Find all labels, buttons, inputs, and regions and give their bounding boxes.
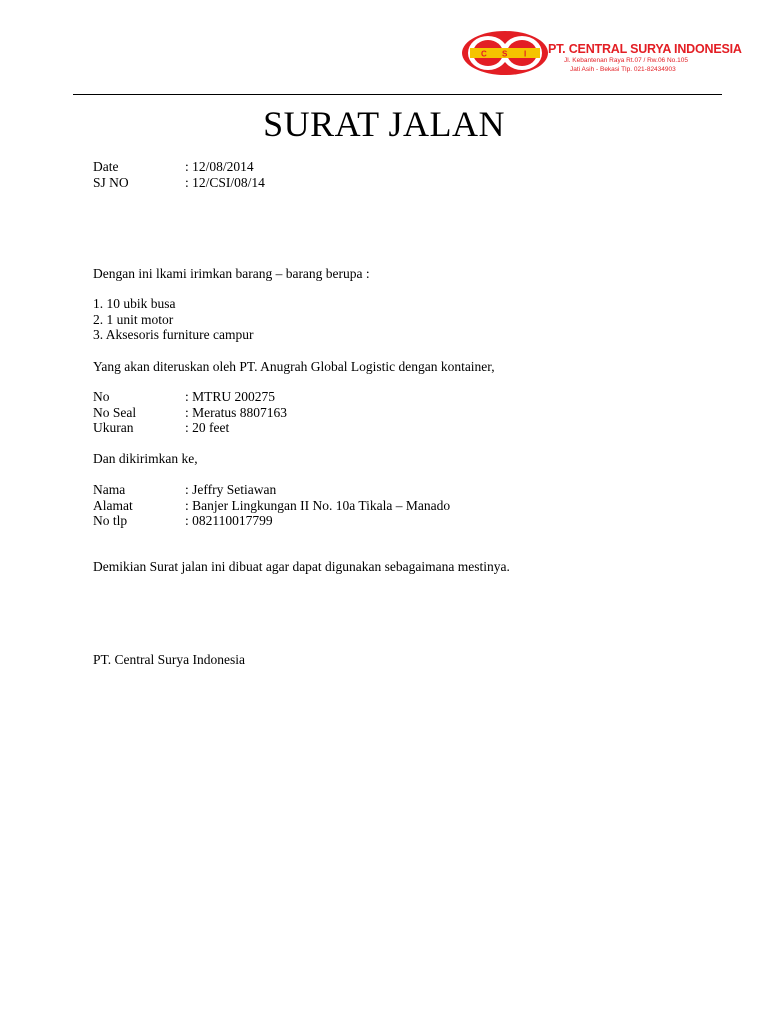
field-row-no bbox=[93, 389, 287, 405]
header-fields bbox=[93, 159, 265, 190]
logo-letter-s: S bbox=[502, 49, 508, 59]
container-fields bbox=[93, 389, 287, 436]
company-logo-icon bbox=[460, 28, 550, 86]
company-name: PT. CENTRAL SURYA INDONESIA bbox=[548, 42, 742, 56]
field-value: : MTRU 200275 bbox=[185, 389, 276, 404]
sent-to-text: Dan dikirimkan ke, bbox=[93, 451, 198, 466]
field-row-nama bbox=[93, 482, 450, 498]
header-divider bbox=[73, 94, 722, 95]
field-row-ukuran bbox=[93, 420, 287, 436]
closing-text: Demikian Surat jalan ini dibuat agar dapat digunakan sebagaimana mestinya. bbox=[93, 559, 510, 574]
letterhead bbox=[460, 28, 750, 90]
field-label: SJ NO bbox=[93, 174, 129, 190]
signature-company: PT. Central Surya Indonesia bbox=[93, 652, 245, 667]
field-value: : 12/08/2014 bbox=[185, 159, 254, 174]
field-label: Date bbox=[93, 159, 119, 174]
recipient-fields bbox=[93, 482, 450, 529]
list-item: 3. Aksesoris furniture campur bbox=[93, 327, 254, 342]
field-row-sj-no bbox=[93, 175, 265, 191]
item-list bbox=[93, 296, 253, 343]
forward-text: Yang akan diteruskan oleh PT. Anugrah Global Logistic dengan kontainer, bbox=[93, 359, 495, 374]
field-row-no-tlp bbox=[93, 513, 450, 529]
field-row-date bbox=[93, 159, 265, 175]
logo-letter-c: C bbox=[481, 49, 487, 59]
field-value: : Meratus 8807163 bbox=[185, 404, 287, 420]
company-address bbox=[564, 57, 688, 74]
field-label: No bbox=[93, 389, 110, 404]
field-label: Nama bbox=[93, 482, 126, 497]
address-line-2: Jati Asih - Bekasi Tlp. 021-82434903 bbox=[570, 65, 676, 73]
intro-text: Dengan ini lkami irimkan barang – barang berupa : bbox=[93, 266, 370, 281]
field-row-no-seal bbox=[93, 405, 287, 421]
field-label: Ukuran bbox=[93, 420, 134, 435]
list-item: 2. 1 unit motor bbox=[93, 311, 174, 327]
field-value: : 12/CSI/08/14 bbox=[185, 174, 265, 190]
logo-letter-i: I bbox=[524, 49, 527, 59]
field-label: No tlp bbox=[93, 513, 128, 528]
field-value: : 082110017799 bbox=[185, 513, 273, 528]
list-item: 1. 10 ubik busa bbox=[93, 296, 176, 311]
field-value: : Banjer Lingkungan II No. 10a Tikala – Manado bbox=[185, 497, 451, 513]
document-title: SURAT JALAN bbox=[263, 104, 505, 144]
address-line-1: Jl. Kebantenan Raya Rt.07 / Rw.06 No.105 bbox=[564, 57, 688, 64]
field-row-alamat bbox=[93, 498, 450, 514]
field-value: : Jeffry Setiawan bbox=[185, 482, 277, 497]
field-label: Alamat bbox=[93, 497, 133, 513]
field-value: : 20 feet bbox=[185, 420, 230, 435]
field-label: No Seal bbox=[93, 404, 137, 420]
